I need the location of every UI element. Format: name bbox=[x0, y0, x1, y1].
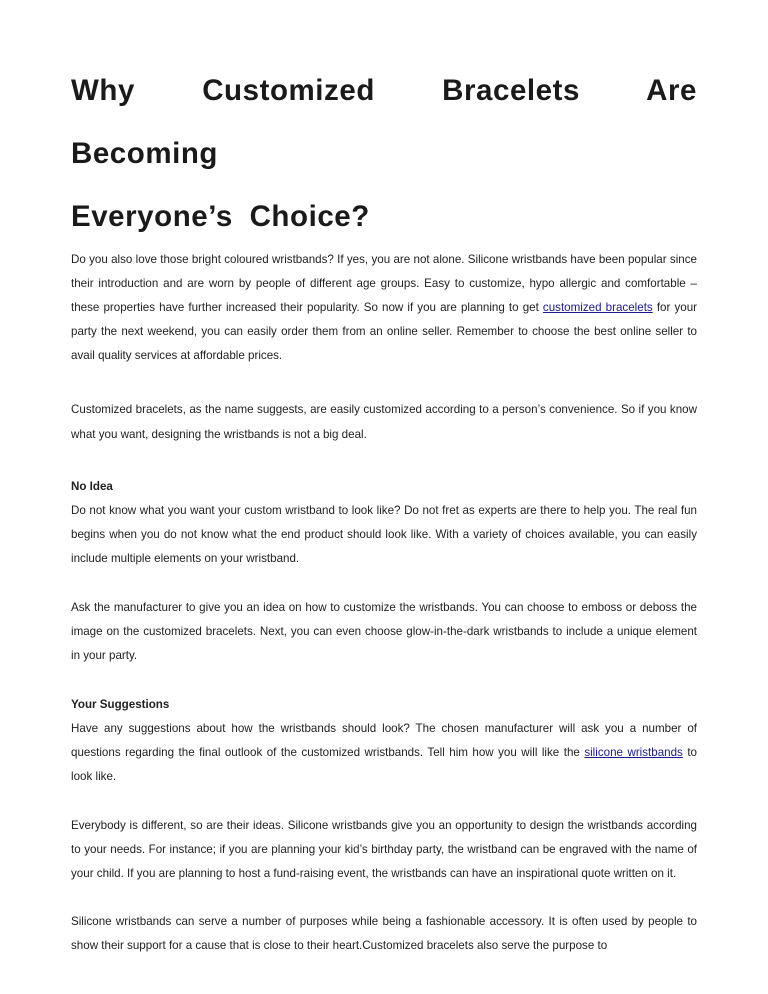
paragraph-no-idea: Do not know what you want your custom wristband to look like? Do not fret as experts are there to help you. The real fun begins when you do not know what the end product should look like. With a variety of choices available, you can easily include multiple elements on your wristband. bbox=[71, 503, 697, 565]
section-heading-your-suggestions: Your Suggestions bbox=[71, 698, 170, 712]
paragraph-purposes: Silicone wristbands can serve a number of purposes while being a fashionable accessory. It is often used by people to show their support for a cause that is close to their heart.Customized bracelets also serve the purpose to bbox=[71, 914, 697, 952]
title-line-2: Everyone’s Choice? bbox=[71, 200, 370, 233]
page-title bbox=[71, 0, 697, 248]
title-line-1: Why Customized Bracelets Are Becoming bbox=[71, 74, 697, 170]
suggestions-text-after: to look like. bbox=[71, 746, 697, 784]
intro-text-after: for your party the next weekend, you can easily order them from an online seller. Remember to choose the best online seller to avail quality services at affordable prices. bbox=[71, 301, 698, 363]
silicone-wristbands-link[interactable]: silicone wristbands bbox=[584, 746, 683, 760]
document-page bbox=[71, 0, 697, 958]
suggestions-text-before: Have any suggestions about how the wristbands should look? The chosen manufacturer will ask you a number of questions regarding the final outlook of the customized wristbands. Tell him how you will like the bbox=[71, 722, 697, 760]
customized-bracelets-link[interactable]: customized bracelets bbox=[542, 301, 653, 315]
paragraph-customized-bracelets: Customized bracelets, as the name suggests, are easily customized according to a person’s convenience. So if you know what you want, designing the wristbands is not a big deal. bbox=[71, 403, 697, 441]
intro-text-before: Do you also love those bright coloured wristbands? If yes, you are not alone. Silicone wristbands have been popular since their introduction and are worn by people of different age groups. Easy to customize, hypo allergic and comfortable – these properties have further increased their popularity. So now if you are planning to get bbox=[71, 253, 697, 315]
section-heading-no-idea: No Idea bbox=[71, 479, 113, 493]
paragraph-manufacturer: Ask the manufacturer to give you an idea on how to customize the wristbands. You can choose to emboss or deboss the image on the customized bracelets. Next, you can even choose glow-in-the-dark wristbands to include a unique element in your party. bbox=[71, 600, 697, 663]
paragraph-everybody-different: Everybody is different, so are their ideas. Silicone wristbands give you an opportunity to design the wristbands according to your needs. For instance; if you are planning your kid’s birthday party, the wristband can be engraved with the name of your child. If you are planning to host a fund-raising event, the wristbands can have an inspirational quote written on it. bbox=[71, 818, 697, 880]
paragraph-suggestions bbox=[71, 717, 697, 789]
intro-paragraph bbox=[71, 248, 697, 368]
